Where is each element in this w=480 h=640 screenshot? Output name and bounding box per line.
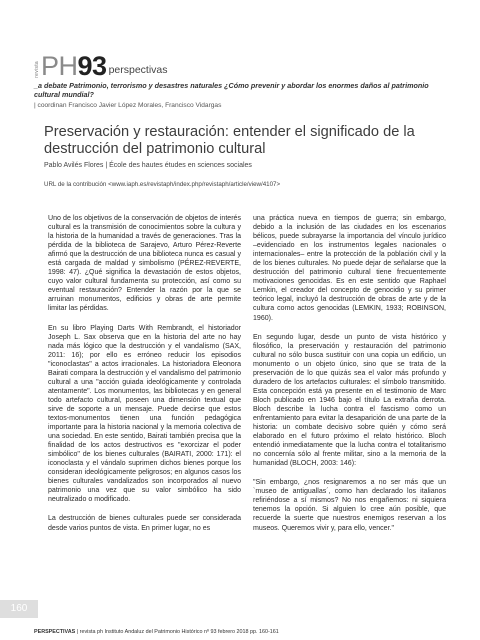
url-label: URL de la contribución [44, 181, 107, 188]
debate-line: _a debate Patrimonio, terrorismo y desastres naturales ¿Cómo prevenir y abordar los enormes daños al patrimonio cultural mundial? [34, 81, 429, 99]
brand-vertical-text: revista [34, 61, 40, 78]
brand-issue-number: 93 [77, 51, 107, 81]
journal-header [34, 52, 454, 110]
article-authors: Pablo Avilés Flores | École des hautes études en sciences sociales [44, 162, 252, 169]
page-number: 160 [0, 600, 38, 618]
body-column-left [48, 214, 241, 543]
quote-paragraph: "Sin embargo, ¿nos resignaremos a no ser más que un `museo de antiguallas´, como han declarado los italianos refiriéndose a sí mismos? No nos engañemos: ni siquiera tenemos la opción. Si alguien lo cree aún posible, que recuerde la suerte que nuestros enemigos reservan a los museos. Queremos vivir y, para ello, vencer." [253, 479, 446, 532]
brand-ph: PH [41, 51, 78, 81]
body-paragraph: En segundo lugar, desde un punto de vista histórico y filosófico, la preservación y restauración del patrimonio cultural no sólo busca sustituir con una copia un edificio, un monumento o un objeto único, sino que se trata de la preservación de lo que quizás sea el valor más profundo y duradero de los artefactos culturales: el símbolo transmitido. Esta concepción está ya presente en el testimonio de Marc Bloch publicado en 1946 bajo el título La extraña derrota. Bloch describe la lucha contra el fascismo como un enfrentamiento para evitar la desaparición de una parte de la historia: un combate decisivo sobre quién y cómo será elaborado en el futuro próximo el relato histórico. Bloch entendió inmediatamente que la lucha contra el totalitarismo no concernía sólo al frente militar, sino a la memoria de la humanidad (BLOCH, 2003: 146): [253, 333, 446, 468]
body-paragraph: Uno de los objetivos de la conservación de objetos de interés cultural es la transmisión de conocimientos sobre la cultura y la historia de la humanidad a través de generaciones. Tras la pérdida de la biblioteca de Sarajevo, Arturo Pérez-Reverte afirmó que la destrucción de una biblioteca nunca es casual y está cargada de maldad y simbolismo (PÉREZ-REVERTE, 1998: 47). ¿Qué significa la devastación de estos objetos, cuyo valor cultural fundamenta su protección, así como su eventual restauración? Entender la razón por la que se arruinan monumentos, edificios y obras de arte permite limitar las pérdidas. [48, 215, 241, 313]
footer-journal: PERSPECTIVAS [34, 629, 76, 635]
body-column-right [253, 214, 446, 543]
coordinators-line: | coordinan Francisco Javier López Morales, Francisco Vidargas [34, 102, 222, 109]
body-paragraph: una práctica nueva en tiempos de guerra; sin embargo, debido a la inclusión de las ciudades en los escenarios bélicos, puede subrayarse la importancia del vínculo jurídico –evidenciado en los instrumentos legales nacionales o internacionales– entre la protección de la población civil y la de los bienes culturales. No puede dejar de señalarse que la destrucción del patrimonio cultural tiene frecuentemente motivaciones genocidas. Es en este sentido que Raphael Lemkin, el creador del concepto de genocidio y su primer teórico legal, incluyó la destrucción de obras de arte y de la cultura como actos genocidas (LEMKIN, 1933; ROBINSON, 1960). [253, 215, 446, 322]
journal-brand [34, 51, 454, 81]
article-title: Preservación y restauración: entender el significado de la destrucción del patrimonio cultural [44, 124, 415, 157]
footer-citation-text: | revista ph Instituto Andaluz del Patrimonio Histórico nº 93 febrero 2018 pp. 160-161 [76, 629, 279, 635]
article-url-line [44, 181, 280, 188]
article-url[interactable]: <www.iaph.es/revistaph/index.php/revistaph/article/view/4107> [108, 181, 281, 188]
body-paragraph: La destrucción de bienes culturales puede ser considerada desde varios puntos de vista. En primer lugar, no es [48, 515, 241, 532]
brand-section: perspectivas [108, 64, 168, 76]
body-paragraph: En su libro Playing Darts With Rembrandt, el historiador Joseph L. Sax observa que en la historia del arte no hay nada más lógico que la destrucción y el vandalismo (SAX, 2011: 16); por ello es erróneo reducir los episodios "iconoclastas" a actos irracionales. La historiadora Eleonora Bairati compara la destrucción y el vandalismo del patrimonio cultural a una "acción guiada ideológicamente y controlada atentamente". Los monumentos, las bibliotecas y en general todo artefacto cultural, poseen una dimensión textual que sirve de soporte a un mensaje. Puede decirse que estos textos-monumentos tienen una función pedagógica importante para la historia nacional y la memoria colectiva de una sociedad. En este sentido, Bairati también precisa que la finalidad de los actos destructivos es "exorcizar el poder simbólico" de los bienes culturales (BAIRATI, 2000: 171): el iconoclasta y el vándalo suprimen dichos bienes porque los consideran ideológicamente peligrosos; en algunos casos los bienes culturales vandalizados son incorporados al nuevo patrimonio una vez que su valor simbólico ha sido neutralizado o modificado. [48, 324, 241, 504]
footer-citation [34, 629, 279, 635]
